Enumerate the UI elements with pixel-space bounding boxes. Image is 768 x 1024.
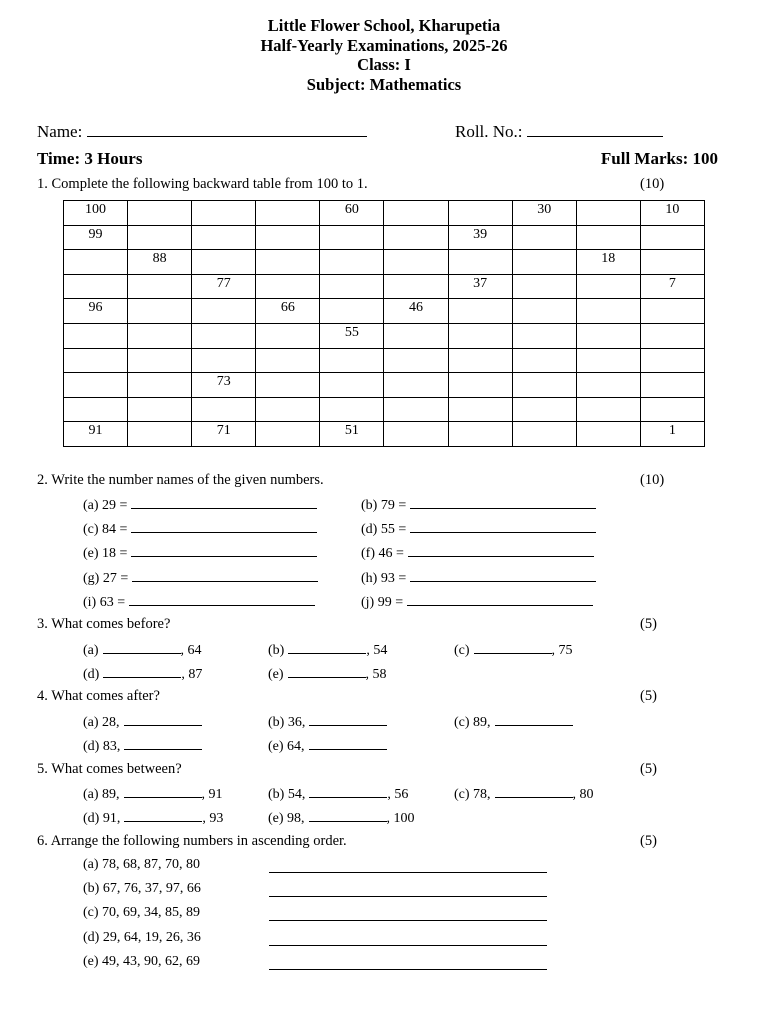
list-item <box>361 569 596 587</box>
q2-text: 2. Write the number names of the given numbers. <box>37 472 324 488</box>
table-cell[interactable] <box>576 373 640 398</box>
table-cell[interactable] <box>512 323 576 348</box>
table-cell[interactable] <box>64 250 128 275</box>
table-cell[interactable] <box>512 274 576 299</box>
table-cell[interactable]: 18 <box>576 250 640 275</box>
answer-blank[interactable] <box>131 496 317 509</box>
table-cell[interactable] <box>576 422 640 447</box>
table-cell[interactable] <box>256 397 320 422</box>
list-item <box>83 569 318 587</box>
table-row <box>64 323 705 348</box>
list-item <box>83 665 202 683</box>
name-label: Name: <box>37 122 83 141</box>
table-cell[interactable] <box>128 323 192 348</box>
answer-blank[interactable] <box>407 593 593 606</box>
answer-blank[interactable] <box>408 544 594 557</box>
list-item <box>83 544 317 562</box>
table-cell[interactable] <box>448 299 512 324</box>
list-item <box>83 641 202 659</box>
table-cell[interactable] <box>320 373 384 398</box>
item-label: (d) 91, <box>83 811 121 826</box>
table-cell[interactable]: 91 <box>64 422 128 447</box>
answer-blank[interactable] <box>129 593 315 606</box>
table-row <box>64 225 705 250</box>
list-item: (d) 29, 64, 19, 26, 36 <box>83 929 201 945</box>
list-item <box>454 641 573 659</box>
list-item <box>83 520 317 538</box>
q5-text: 5. What comes between? <box>37 761 182 777</box>
table-cell[interactable] <box>384 323 448 348</box>
table-cell[interactable] <box>448 397 512 422</box>
table-cell[interactable] <box>384 373 448 398</box>
table-row <box>64 348 705 373</box>
table-cell[interactable] <box>128 348 192 373</box>
table-cell[interactable] <box>192 397 256 422</box>
table-cell[interactable] <box>128 397 192 422</box>
list-item: (a) 78, 68, 87, 70, 80 <box>83 857 201 872</box>
table-cell[interactable] <box>64 323 128 348</box>
item-label: (a) 28, <box>83 715 120 730</box>
table-cell[interactable] <box>576 274 640 299</box>
exam-title: Half-Yearly Examinations, 2025-26 <box>260 35 508 55</box>
exam-header <box>0 16 768 94</box>
item-label: (b) 36, <box>268 715 306 730</box>
answer-blank[interactable] <box>474 641 552 654</box>
item-label: (c) <box>454 643 470 658</box>
item-value: , 87 <box>181 667 203 682</box>
table-cell[interactable] <box>512 225 576 250</box>
table-cell[interactable]: 30 <box>512 201 576 226</box>
table-cell[interactable] <box>64 397 128 422</box>
table-cell[interactable]: 51 <box>320 422 384 447</box>
answer-blank[interactable] <box>410 569 596 582</box>
table-cell[interactable] <box>384 225 448 250</box>
item-value: , 56 <box>387 787 409 802</box>
table-cell[interactable] <box>448 373 512 398</box>
table-cell[interactable] <box>320 274 384 299</box>
table-cell[interactable] <box>384 250 448 275</box>
table-cell[interactable]: 55 <box>320 323 384 348</box>
table-cell[interactable] <box>448 201 512 226</box>
item-label: (b) <box>268 643 285 658</box>
table-cell[interactable] <box>256 348 320 373</box>
table-cell[interactable] <box>384 274 448 299</box>
table-cell[interactable]: 88 <box>128 250 192 275</box>
class-label: Class: I <box>357 55 411 74</box>
table-cell[interactable] <box>576 201 640 226</box>
item-label: (j) 99 = <box>361 594 404 610</box>
q1-marks: (10) <box>640 176 665 192</box>
table-cell[interactable] <box>256 323 320 348</box>
table-cell[interactable] <box>192 225 256 250</box>
item-label: (e) 18 = <box>83 546 128 562</box>
table-cell[interactable] <box>128 225 192 250</box>
table-cell[interactable]: 73 <box>192 373 256 398</box>
answer-blank[interactable] <box>103 665 181 678</box>
school-name: Little Flower School, Kharupetia <box>267 16 501 35</box>
table-cell[interactable]: 77 <box>192 274 256 299</box>
list-item <box>361 520 596 538</box>
item-label: (a) 29 = <box>83 498 128 513</box>
list-item <box>268 713 387 731</box>
list-item <box>454 785 594 803</box>
table-cell[interactable] <box>320 348 384 373</box>
q3-text: 3. What comes before? <box>37 616 171 632</box>
table-cell[interactable] <box>512 422 576 447</box>
table-cell[interactable] <box>192 323 256 348</box>
table-cell[interactable]: 7 <box>640 274 704 299</box>
answer-blank[interactable] <box>288 665 366 678</box>
table-cell[interactable] <box>640 250 704 275</box>
table-cell[interactable] <box>640 299 704 324</box>
table-row <box>64 274 705 299</box>
table-row <box>64 397 705 422</box>
table-cell[interactable] <box>576 225 640 250</box>
table-cell[interactable]: 66 <box>256 299 320 324</box>
list-item <box>268 785 408 803</box>
list-item <box>361 544 594 562</box>
q4-text: 4. What comes after? <box>37 688 160 704</box>
item-value: , 58 <box>365 667 387 682</box>
item-label: (d) 83, <box>83 739 121 754</box>
table-cell[interactable]: 39 <box>448 225 512 250</box>
table-cell[interactable] <box>512 397 576 422</box>
item-value: , 93 <box>202 811 224 826</box>
item-label: (d) 55 = <box>361 522 407 538</box>
list-item <box>83 496 317 514</box>
table-cell[interactable] <box>384 422 448 447</box>
table-row <box>64 250 705 275</box>
roll-field <box>455 122 663 142</box>
table-cell[interactable] <box>256 225 320 250</box>
q6-marks: (5) <box>640 833 657 849</box>
q5-marks: (5) <box>640 761 657 777</box>
answer-blank[interactable] <box>269 932 547 946</box>
item-label: (b) 54, <box>268 787 306 802</box>
table-cell[interactable] <box>448 348 512 373</box>
table-row <box>64 373 705 398</box>
table-cell[interactable] <box>128 299 192 324</box>
item-label: (i) 63 = <box>83 594 126 610</box>
table-cell[interactable] <box>640 397 704 422</box>
list-item <box>83 809 223 827</box>
item-label: (c) 89, <box>454 715 491 730</box>
table-cell[interactable] <box>640 348 704 373</box>
list-item <box>83 593 315 611</box>
answer-blank[interactable] <box>124 737 202 750</box>
table-cell[interactable]: 99 <box>64 225 128 250</box>
table-cell[interactable]: 10 <box>640 201 704 226</box>
list-item: (b) 67, 76, 37, 97, 66 <box>83 881 201 897</box>
item-label: (e) <box>268 667 284 682</box>
table-cell[interactable] <box>256 250 320 275</box>
table-cell[interactable]: 1 <box>640 422 704 447</box>
table-cell[interactable] <box>192 348 256 373</box>
table-cell[interactable] <box>128 422 192 447</box>
table-row <box>64 201 705 226</box>
answer-blank[interactable] <box>495 785 573 798</box>
item-label: (e) 98, <box>268 811 305 826</box>
table-cell[interactable] <box>256 201 320 226</box>
answer-blank[interactable] <box>131 520 317 533</box>
table-cell[interactable] <box>640 373 704 398</box>
table-cell[interactable] <box>128 373 192 398</box>
table-cell[interactable]: 100 <box>64 201 128 226</box>
table-cell[interactable] <box>192 299 256 324</box>
roll-blank[interactable] <box>527 124 663 137</box>
table-cell[interactable]: 46 <box>384 299 448 324</box>
list-item <box>83 737 202 755</box>
table-cell[interactable] <box>320 397 384 422</box>
item-value: , 54 <box>366 643 388 658</box>
answer-blank[interactable] <box>309 785 387 798</box>
item-value: , 80 <box>572 787 594 802</box>
answer-blank[interactable] <box>309 809 387 822</box>
table-cell[interactable] <box>512 373 576 398</box>
table-cell[interactable] <box>128 274 192 299</box>
table-cell[interactable] <box>64 274 128 299</box>
table-cell[interactable] <box>320 250 384 275</box>
answer-blank[interactable] <box>124 713 202 726</box>
item-label: (g) 27 = <box>83 570 129 586</box>
table-cell[interactable]: 37 <box>448 274 512 299</box>
table-cell[interactable] <box>320 299 384 324</box>
table-cell[interactable] <box>64 373 128 398</box>
list-item <box>454 713 573 731</box>
answer-blank[interactable] <box>124 809 202 822</box>
table-cell[interactable] <box>640 323 704 348</box>
list-item <box>268 665 387 683</box>
item-label: (a) <box>83 643 99 658</box>
table-cell[interactable] <box>448 323 512 348</box>
answer-blank[interactable] <box>309 737 387 750</box>
answer-blank[interactable] <box>269 956 547 970</box>
item-label: (b) 79 = <box>361 498 407 513</box>
table-cell[interactable] <box>512 348 576 373</box>
table-cell[interactable]: 71 <box>192 422 256 447</box>
table-cell[interactable] <box>64 348 128 373</box>
item-label: (h) 93 = <box>361 570 407 586</box>
table-cell[interactable] <box>192 250 256 275</box>
answer-blank[interactable] <box>269 883 547 897</box>
subject-label: Subject: Mathematics <box>306 74 462 94</box>
table-cell[interactable]: 96 <box>64 299 128 324</box>
item-value: , 91 <box>201 787 223 802</box>
answer-blank[interactable] <box>410 520 596 533</box>
table-cell[interactable] <box>512 250 576 275</box>
table-cell[interactable] <box>512 299 576 324</box>
table-cell[interactable] <box>256 422 320 447</box>
table-cell[interactable] <box>448 250 512 275</box>
item-label: (d) <box>83 667 100 682</box>
table-cell[interactable] <box>576 323 640 348</box>
list-item <box>83 713 202 731</box>
item-label: (c) 84 = <box>83 522 128 538</box>
list-item: (c) 70, 69, 34, 85, 89 <box>83 905 201 921</box>
answer-blank[interactable] <box>269 907 547 921</box>
list-item <box>361 496 596 514</box>
item-label: (a) 89, <box>83 787 120 802</box>
item-value: , 64 <box>180 643 202 658</box>
answer-blank[interactable] <box>131 544 317 557</box>
list-item <box>268 809 415 827</box>
answer-blank[interactable] <box>103 641 181 654</box>
list-item <box>268 737 387 755</box>
table-cell[interactable] <box>384 201 448 226</box>
q2-marks: (10) <box>640 472 665 488</box>
q3-marks: (5) <box>640 616 657 632</box>
name-field <box>37 122 367 142</box>
answer-blank[interactable] <box>132 569 318 582</box>
list-item <box>361 593 593 611</box>
table-cell[interactable] <box>384 348 448 373</box>
item-value: , 100 <box>386 811 415 826</box>
answer-blank[interactable] <box>288 641 366 654</box>
table-cell[interactable] <box>384 397 448 422</box>
answer-blank[interactable] <box>410 496 596 509</box>
item-label: (f) 46 = <box>361 546 404 562</box>
answer-blank[interactable] <box>269 859 547 873</box>
table-cell[interactable]: 60 <box>320 201 384 226</box>
full-marks-label: Full Marks: 100 <box>600 149 718 168</box>
item-value: , 75 <box>551 643 573 658</box>
table-row <box>64 299 705 324</box>
item-label: (c) 78, <box>454 787 491 802</box>
list-item <box>268 641 387 659</box>
table-cell[interactable] <box>576 299 640 324</box>
name-blank[interactable] <box>87 124 367 137</box>
table-cell[interactable] <box>576 397 640 422</box>
table-cell[interactable] <box>320 225 384 250</box>
table-cell[interactable] <box>576 348 640 373</box>
table-cell[interactable] <box>128 201 192 226</box>
table-cell[interactable] <box>192 201 256 226</box>
table-row <box>64 422 705 447</box>
table-cell[interactable] <box>256 274 320 299</box>
answer-blank[interactable] <box>495 713 573 726</box>
q1-text: 1. Complete the following backward table from 100 to 1. <box>37 176 368 192</box>
table-cell[interactable] <box>256 373 320 398</box>
time-label: Time: 3 Hours <box>37 149 143 168</box>
backward-table <box>63 200 705 447</box>
table-cell[interactable] <box>640 225 704 250</box>
list-item <box>83 785 223 803</box>
q4-marks: (5) <box>640 688 657 704</box>
table-cell[interactable] <box>448 422 512 447</box>
roll-label: Roll. No.: <box>455 122 523 141</box>
answer-blank[interactable] <box>124 785 202 798</box>
list-item: (e) 49, 43, 90, 62, 69 <box>83 953 201 969</box>
item-label: (e) 64, <box>268 739 305 754</box>
answer-blank[interactable] <box>309 713 387 726</box>
q6-text: 6. Arrange the following numbers in ascending order. <box>37 833 347 849</box>
